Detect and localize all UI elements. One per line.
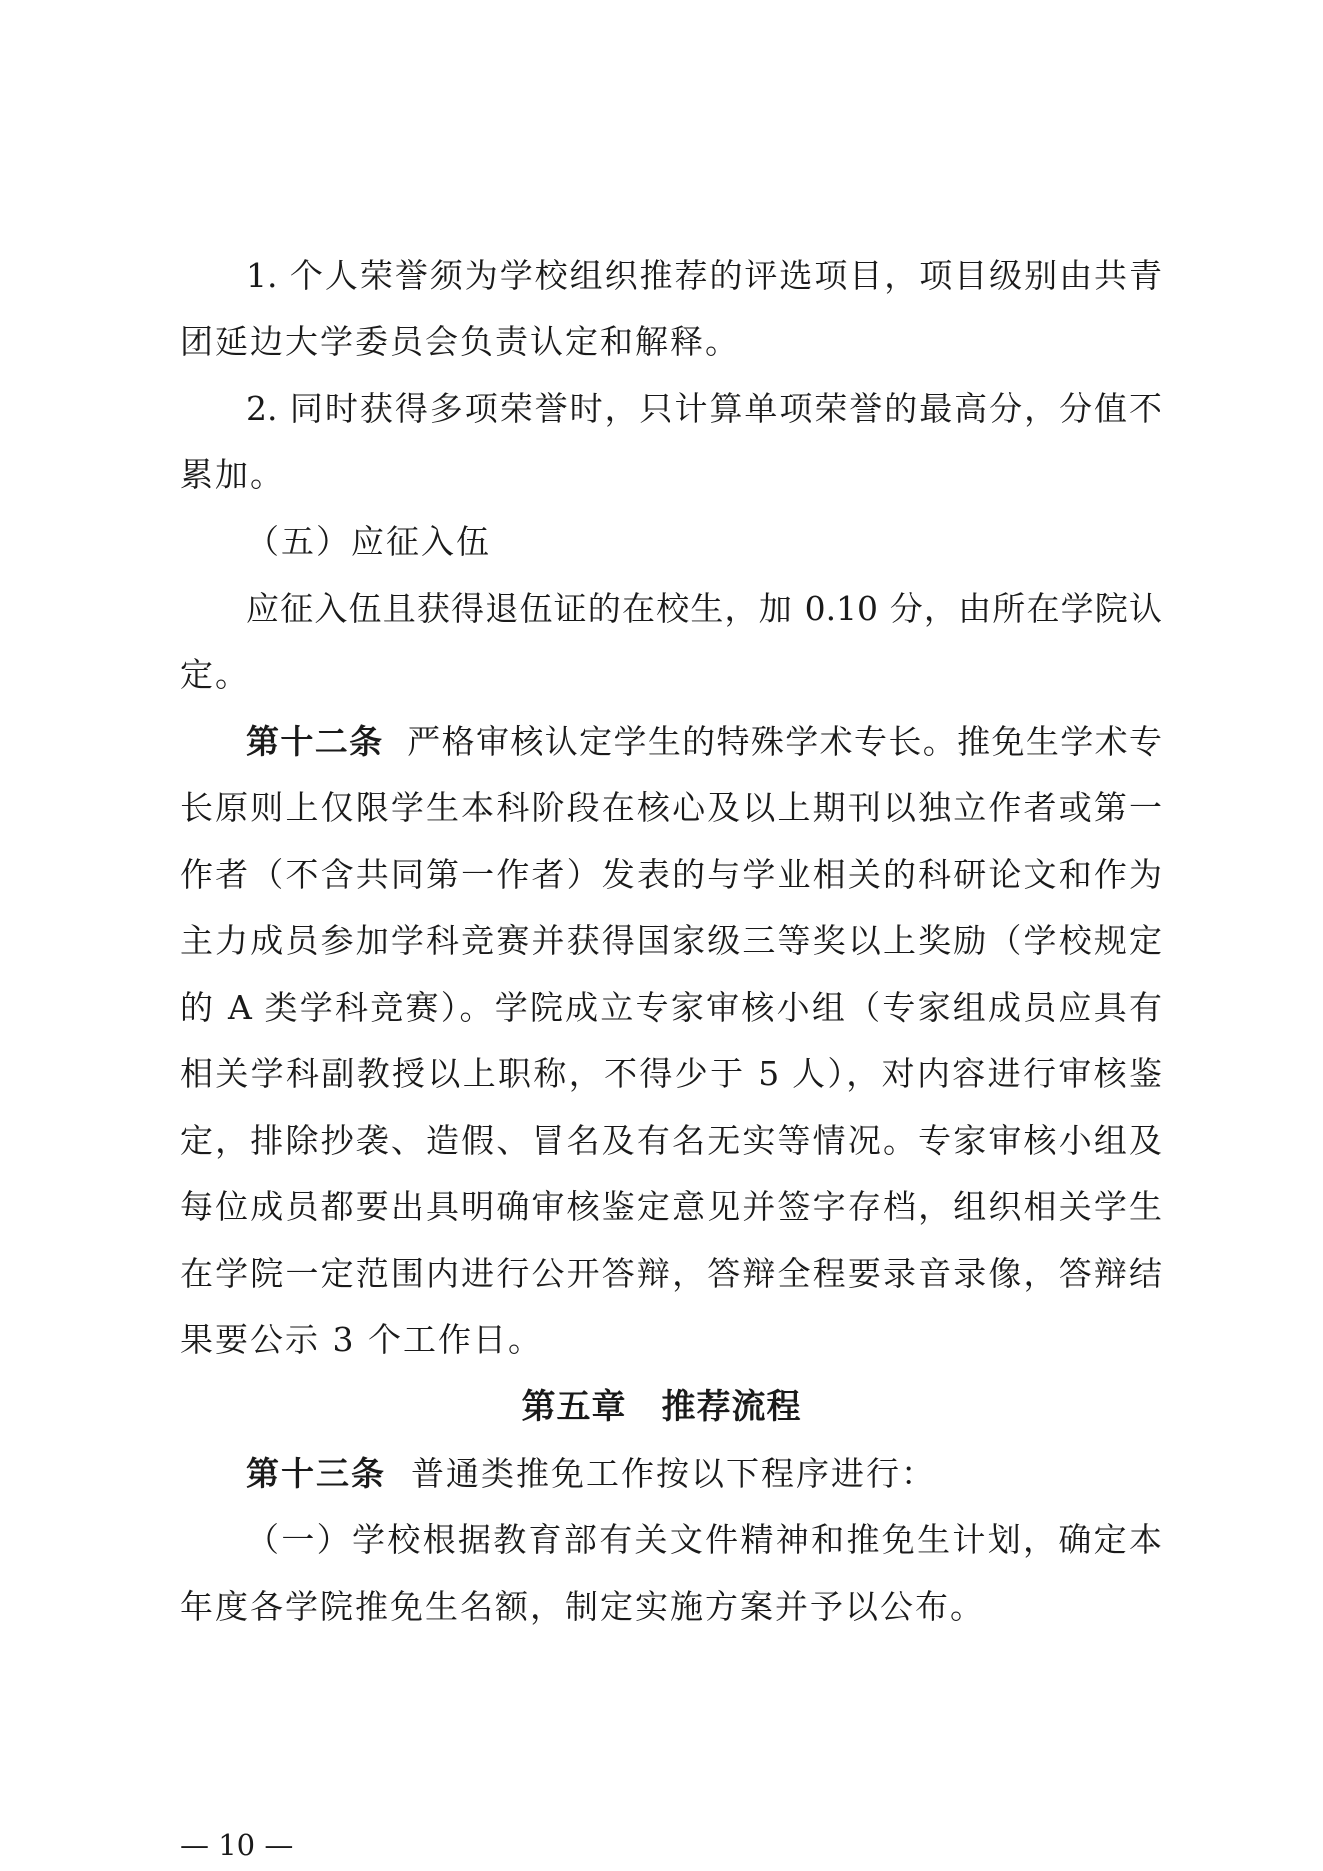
- article-number: 第十三条: [246, 1454, 386, 1493]
- paragraph-line: 团延边大学委员会负责认定和解释。: [180, 322, 740, 361]
- paragraph-line: 累加。: [180, 455, 285, 494]
- paragraph-line: 作者（不含共同第一作者）发表的与学业相关的科研论文和作为: [180, 855, 1162, 894]
- article-number: 第十二条: [246, 722, 384, 761]
- paragraph-line: 应征入伍且获得退伍证的在校生，加 0.10 分，由所在学院认: [246, 589, 1162, 628]
- article-text: 严格审核认定学生的特殊学术专长。推免生学术专: [407, 722, 1163, 761]
- paragraph-line: 的 A 类学科竞赛）。学院成立专家审核小组（专家组成员应具有: [180, 988, 1162, 1027]
- paragraph-line: 定。: [180, 655, 250, 694]
- paragraph-line: 主力成员参加学科竞赛并获得国家级三等奖以上奖励（学校规定: [180, 921, 1162, 960]
- paragraph-line: 定，排除抄袭、造假、冒名及有名无实等情况。专家审核小组及: [180, 1121, 1162, 1160]
- paragraph-line: （一）学校根据教育部有关文件精神和推免生计划，确定本: [246, 1520, 1162, 1559]
- paragraph-line: 果要公示 3 个工作日。: [180, 1320, 543, 1359]
- page-number: — 10 —: [180, 1828, 294, 1862]
- paragraph-line: 长原则上仅限学生本科阶段在核心及以上期刊以独立作者或第一: [180, 788, 1162, 827]
- article-line: [246, 1454, 936, 1494]
- paragraph-line: 年度各学院推免生名额，制定实施方案并予以公布。: [180, 1587, 985, 1626]
- chapter-heading: 第五章 推荐流程: [521, 1387, 802, 1427]
- article-text: 普通类推免工作按以下程序进行：: [410, 1454, 936, 1493]
- article-line: [246, 722, 1162, 762]
- paragraph-line: 2. 同时获得多项荣誉时，只计算单项荣誉的最高分，分值不: [246, 389, 1162, 428]
- paragraph-line: 每位成员都要出具明确审核鉴定意见并签字存档，组织相关学生: [180, 1187, 1162, 1226]
- paragraph-line: 在学院一定范围内进行公开答辩，答辩全程要录音录像，答辩结: [180, 1254, 1162, 1293]
- section-heading: （五）应征入伍: [246, 522, 491, 561]
- paragraph-line: 相关学科副教授以上职称，不得少于 5 人），对内容进行审核鉴: [180, 1054, 1162, 1093]
- paragraph-line: 1. 个人荣誉须为学校组织推荐的评选项目，项目级别由共青: [246, 256, 1162, 295]
